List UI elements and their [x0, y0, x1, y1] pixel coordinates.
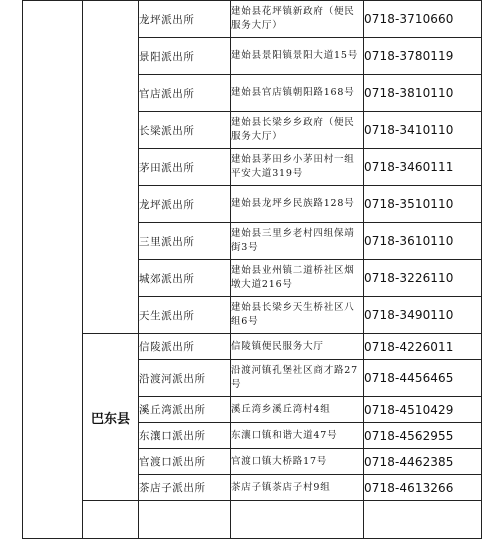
- station-phone: 0718-3226110: [364, 260, 482, 297]
- station-phone: 0718-4462385: [364, 449, 482, 475]
- station-address: 建始县长梁乡天生桥社区八组6号: [231, 297, 364, 334]
- station-phone: 0718-4456465: [364, 360, 482, 397]
- station-address: 建始县三里乡老村四组保靖街3号: [231, 223, 364, 260]
- table-row: [23, 334, 482, 360]
- station-phone: 0718-3490110: [364, 297, 482, 334]
- station-name: 茶店子派出所: [139, 475, 231, 501]
- station-phone: 0718-3510110: [364, 186, 482, 223]
- station-name: 长梁派出所: [139, 112, 231, 149]
- station-name: 溪丘湾派出所: [139, 397, 231, 423]
- station-phone: 0718-4613266: [364, 475, 482, 501]
- station-address: 信陵镇便民服务大厅: [231, 334, 364, 360]
- station-address: 东瀼口镇和谐大道47号: [231, 423, 364, 449]
- station-address: 建始县官店镇朝阳路168号: [231, 75, 364, 112]
- station-phone: 0718-3780119: [364, 38, 482, 75]
- station-name: 龙坪派出所: [139, 186, 231, 223]
- station-address: 建始县茅田乡小茅田村一组平安大道319号: [231, 149, 364, 186]
- station-phone: 0718-3810110: [364, 75, 482, 112]
- station-address: 建始县花坪镇新政府（便民服务大厅）: [231, 1, 364, 38]
- station-name: 天生派出所: [139, 297, 231, 334]
- county-cell-badong: 巴东县: [83, 334, 139, 501]
- station-address: 建始县业州镇二道桥社区烟墩大道216号: [231, 260, 364, 297]
- station-address: 建始县龙坪乡民族路128号: [231, 186, 364, 223]
- station-name: 城郊派出所: [139, 260, 231, 297]
- station-name: 官渡口派出所: [139, 449, 231, 475]
- station-name: 三里派出所: [139, 223, 231, 260]
- empty-cell: [83, 501, 139, 539]
- station-phone: 0718-4510429: [364, 397, 482, 423]
- empty-cell: [231, 501, 364, 539]
- station-address: 沿渡河镇孔堡社区商才路27号: [231, 360, 364, 397]
- station-phone: 0718-4562955: [364, 423, 482, 449]
- station-address: 溪丘湾乡溪丘湾村4组: [231, 397, 364, 423]
- station-phone: 0718-3610110: [364, 223, 482, 260]
- station-address: 茶店子镇茶店子村9组: [231, 475, 364, 501]
- station-name: 龙坪派出所: [139, 1, 231, 38]
- station-phone: 0718-4226011: [364, 334, 482, 360]
- station-name: 东瀼口派出所: [139, 423, 231, 449]
- empty-cell: [364, 501, 482, 539]
- station-phone: 0718-3710660: [364, 1, 482, 38]
- empty-cell: [139, 501, 231, 539]
- region-cell: [23, 1, 83, 539]
- station-name: 官店派出所: [139, 75, 231, 112]
- table-row-empty: [23, 501, 482, 539]
- police-station-table: [22, 0, 482, 539]
- station-name: 信陵派出所: [139, 334, 231, 360]
- station-name: 景阳派出所: [139, 38, 231, 75]
- station-address: 建始县长梁乡乡政府（便民服务大厅）: [231, 112, 364, 149]
- table-row: [23, 1, 482, 38]
- station-address: 建始县景阳镇景阳大道15号: [231, 38, 364, 75]
- station-phone: 0718-3460111: [364, 149, 482, 186]
- station-phone: 0718-3410110: [364, 112, 482, 149]
- station-name: 茅田派出所: [139, 149, 231, 186]
- station-name: 沿渡河派出所: [139, 360, 231, 397]
- station-address: 官渡口镇大桥路17号: [231, 449, 364, 475]
- county-cell-jianshi: [83, 1, 139, 334]
